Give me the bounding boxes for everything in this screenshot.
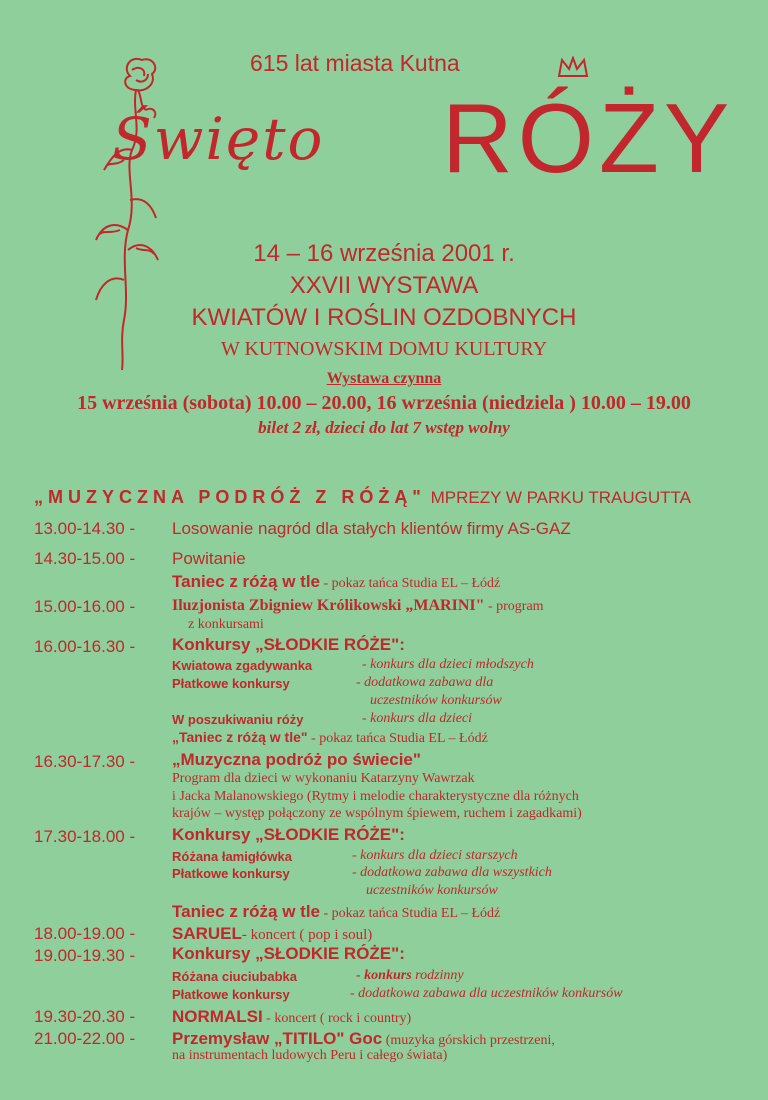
contest-note: - pokaz tańca Studia EL – Łódź <box>307 731 488 746</box>
event-note: - pokaz tańca Studia EL – Łódź <box>320 576 501 591</box>
program-name: „MUZYCZNA PODRÓŻ Z RÓŻĄ" <box>34 487 426 507</box>
schedule-time: 16.30-17.30 - <box>34 752 136 771</box>
schedule-event-line <box>172 902 500 922</box>
event-note: - pokaz tańca Studia EL – Łódź <box>320 906 501 921</box>
contest-name: Różana łamigłówka <box>172 849 292 864</box>
event-note: na instrumentach ludowych Peru i całego świata) <box>172 1048 448 1063</box>
script-title: Święto <box>112 105 325 173</box>
contest-note: uczestników konkursów <box>370 693 502 708</box>
contest-note: - konkurs dla dzieci <box>362 711 473 726</box>
schedule-event: „Muzyczna podróż po świecie" <box>172 750 421 769</box>
schedule-time: 16.00-16.30 - <box>34 637 136 656</box>
schedule-time: 15.00-16.00 - <box>34 597 136 616</box>
schedule-time: 14.30-15.00 - <box>34 549 136 568</box>
schedule-time: 19.30-20.30 - <box>34 1007 136 1026</box>
crown-icon <box>557 56 589 78</box>
schedule-event: Konkursy „SŁODKIE RÓŻE": <box>172 825 405 844</box>
schedule-event-line <box>172 1007 411 1027</box>
schedule-event: Powitanie <box>172 549 246 568</box>
event-name: Taniec z różą w tle <box>172 572 321 591</box>
contest-note: - dodatkowa zabawa dla <box>356 675 494 690</box>
schedule-event: Losowanie nagród dla stałych klientów firmy AS-GAZ <box>172 519 571 538</box>
opening-hours: 15 września (sobota) 10.00 – 20.00, 16 września (niedziela ) 10.00 – 19.00 <box>77 392 691 414</box>
schedule-event-line <box>172 1029 555 1049</box>
contest-line <box>172 729 488 747</box>
contest-note: - dodatkowa zabawa dla wszystkich <box>352 865 552 880</box>
anniversary-heading: 615 lat miasta Kutna <box>250 50 460 76</box>
event-name: Iluzjonista Zbigniew Królikowski „MARINI" <box>172 597 485 614</box>
venue: W KUTNOWSKIM DOMU KULTURY <box>220 338 548 360</box>
program-location: MPREZY W PARKU TRAUGUTTA <box>425 488 691 507</box>
event-name: SARUEL <box>172 924 242 943</box>
contest-note: uczestników konkursów <box>366 883 498 898</box>
schedule-event-line <box>172 572 500 592</box>
contest-kind: konkurs <box>364 968 412 983</box>
event-description: Program dla dzieci w wykonaniu Katarzyny Wawrzak <box>172 771 475 786</box>
main-title: RÓŻY <box>442 83 735 193</box>
contest-note: - konkurs dla dzieci starszych <box>352 848 518 863</box>
event-description: i Jacka Malanowskiego (Rytmy i melodie charakterystyczne dla różnych <box>172 789 579 804</box>
contest-audience: rodzinny <box>411 968 464 983</box>
contest-name: „Taniec z różą w tle" <box>172 729 308 745</box>
program-title <box>34 487 691 508</box>
contest-name: Kwiatowa zgadywanka <box>172 658 313 673</box>
event-description: krajów – występ połączony ze wspólnym śpiewem, ruchem i zagadkami) <box>172 806 582 821</box>
contest-name: Płatkowe konkursy <box>172 987 290 1002</box>
event-note: z konkursami <box>188 617 264 632</box>
contest-name: Płatkowe konkursy <box>172 866 290 881</box>
event-date: 14 – 16 września 2001 r. <box>253 240 515 267</box>
schedule-event-line <box>172 924 372 944</box>
schedule-event: Konkursy „SŁODKIE RÓŻE": <box>172 944 405 963</box>
event-note: - koncert ( rock i country) <box>262 1011 412 1026</box>
contest-note-line <box>356 968 464 984</box>
schedule-time: 21.00-22.00 - <box>34 1029 136 1048</box>
exhibition-title-1: XXVII WYSTAWA <box>289 272 479 299</box>
schedule-time: 17.30-18.00 - <box>34 827 136 846</box>
event-name: Przemysław „TITILO" Goc <box>172 1029 383 1048</box>
opening-label: Wystawa czynna <box>326 370 442 387</box>
schedule-event: Konkursy „SŁODKIE RÓŻE": <box>172 635 405 654</box>
event-name: Taniec z różą w tle <box>172 902 321 921</box>
contest-name: Płatkowe konkursy <box>172 676 290 691</box>
contest-note: - konkurs dla dzieci młodszych <box>362 657 534 672</box>
event-name: NORMALSI <box>172 1007 263 1026</box>
schedule-event-line <box>172 597 544 615</box>
schedule-time: 19.00-19.30 - <box>34 946 136 965</box>
exhibition-title-2: KWIATÓW I ROŚLIN OZDOBNYCH <box>191 304 577 331</box>
schedule-time: 13.00-14.30 - <box>34 519 136 538</box>
schedule-time: 18.00-19.00 - <box>34 924 136 943</box>
contest-name: Różana ciuciubabka <box>172 969 297 984</box>
contest-name: W poszukiwaniu róży <box>172 712 304 727</box>
dash: - <box>356 968 365 983</box>
event-note: (muzyka górskich przestrzeni, <box>382 1033 555 1048</box>
event-note: - program <box>484 599 544 614</box>
event-note: - koncert ( pop i soul) <box>241 927 373 943</box>
contest-note: - dodatkowa zabawa dla uczestników konkursów <box>350 986 623 1001</box>
ticket-info: bilet 2 zł, dzieci do lat 7 wstęp wolny <box>258 418 510 437</box>
